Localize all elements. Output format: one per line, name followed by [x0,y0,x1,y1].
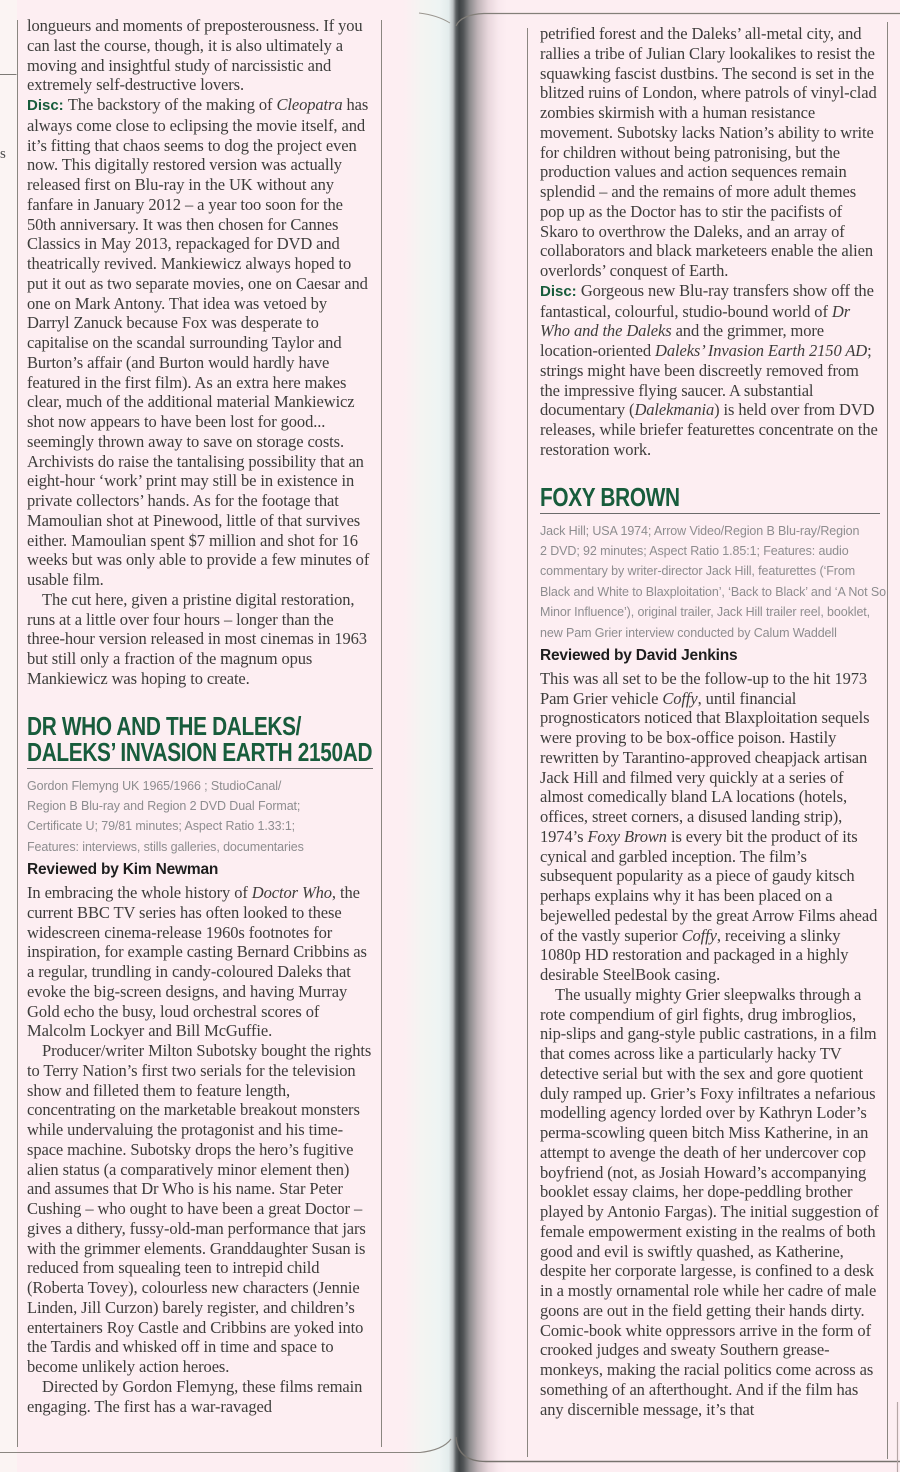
disc-paragraph: Disc: The backstory of the making of Cleopatra has always come close to eclipsing the movie itself, and it’s fitting that chaos seems to dog the project even now. This digitally restored version was actually released first on Blu-ray in the UK without any fanfare in January 2012 – a year too soon for the 50th anniversary. It was then chosen for Cannes Classics in May 2013, repackaged for DVD and theatrically revived. Mankiewicz always hoped to put it out as two separate movies, one on Caesar and one on Mark Antony. That idea was vetoed by Darryl Zanuck because Fox was desperate to capitalise on the scandal surrounding Taylor and Burton’s affair (and Burton would hardly have featured in the first film). As an extra here makes clear, much of the additional material Mankiewicz shot now appears to have been lost for good... seemingly thrown away to save on storage costs. Archivists do raise the tantalising possibility that an eight-hour ‘work’ print may still be in existence in private collectors’ hands. As for the footage that Mamoulian shot at Pinewood, little of that survives either. Mamoulian spent $7 million and shot for 16 weeks but was only able to provide a few minutes of usable film. [27,95,370,589]
paragraph: This was all set to be the follow-up to the hit 1973 Pam Grier vehicle Coffy, until financial prognosticators noticed that Blaxploitation sequels were proving to be box-office poison. Hastily rewritten by Tarantino-approved cheapjack artisan Jack Hill and filmed very quickly at a series of almost comedically bland LA locations (hotels, offices, street corners, a disused landing strip), 1974’s Foxy Brown is every bit the product of its cynical and garbled inception. The film’s subsequent popularity as a piece of gaudy kitsch perhaps explains why it has been placed on a bejewelled pedestal by the great Arrow Films ahead of the vastly superior Coffy, receiving a slinky 1080p HD restoration and packaged in a highly desirable SteelBook casing. [540,668,878,985]
disc-paragraph: Disc: Gorgeous new Blu-ray transfers show off the fantastical, colourful, studio-bound world of Dr Who and the Daleks and the grimmer, more location-oriented Daleks’ Invasion Earth 2150 AD; strings might have been discreetly removed from the impressive flying saucer. A substantial documentary (Dalekmania) is held over from DVD releases, while briefer featurettes concentrate on the restoration work. [540,280,878,459]
paragraph: petrified forest and the Daleks’ all-metal city, and rallies a tribe of Julian Clary lookalikes to resist the squawking fascist dustbins. The second is set in the blitzed ruins of London, where patrols of vinyl-clad zombies skirmish with a human resistance movement. Subotsky lacks Nation’s ability to write for children without being patronising, but the production values and action sequences remain splendid – and the remains of more adult themes pop up as the Doctor has to stir the pacifists of Skaro to overthrow the Daleks, and an array of collaborators and black marketeers enable the alien overlords’ conquest of Earth. [540,24,877,280]
article-title-line-2: DALEKS’ INVASION EARTH 2150AD [27,736,373,767]
release-credits [27,776,373,858]
credits-line: Certificate U; 79/81 minutes; Aspect Ratio 1.33:1; [27,819,296,834]
article-title-line-1: FOXY BROWN [540,481,680,512]
credits-line: Gordon Flemyng UK 1965/1966 ; StudioCanal/ [27,778,282,793]
credits-line: Features: interviews, stills galleries, documentaries [27,839,304,854]
paragraph: longueurs and moments of preposterousness. If you can last the course, though, it is also ultimately a moving and insightful study of narcissistic and extremely self-destructive lovers. [27,16,363,95]
credits-line: Minor Influence’), original trailer, Jack Hill trailer reel, booklet, [540,605,871,620]
credits-line: Black and White to Blaxploitation’, ‘Back to Black’ and ‘A Not So [540,584,886,599]
credits-line: Jack Hill; USA 1974; Arrow Video/Region B Blu-ray/Region [540,523,860,538]
credits-line: commentary by writer-director Jack Hill, featurettes (‘From [540,564,856,579]
article-title [27,710,373,767]
paragraph: Producer/writer Milton Subotsky bought the rights to Terry Nation’s first two serials for the television show and filleted them to feature length, concentrating on the marketable breakout monsters while undervaluing the protagonist and his time-space machine. Subotsky drops the hero’s fugitive alien status (a comparatively minor element then) and assumes that Dr Who is his name. Star Peter Cushing – who ought to have been a great Doctor – gives a dithery, fussy-old-man performance that jars with the grimmer elements. Granddaughter Susan is reduced from squealing teen to intrepid child (Roberta Tovey), colourless new characters (Jennie Linden, Jill Curzon) barely register, and children’s entertainers Roy Castle and Cribbins are yoked into the Tardis and whisked off in time and space to become unlikely action heroes. [27,1041,372,1377]
article-foxy-brown [540,481,886,1420]
title-underline-rule [540,513,880,514]
paragraph: Directed by Gordon Flemyng, these films remain engaging. The first has a war-ravaged [27,1376,363,1416]
left-page-edge-strip [0,0,17,1472]
credits-line: 2 DVD; 92 minutes; Aspect Ratio 1.85:1; Features: audio [540,543,849,558]
credits-line: Region B Blu-ray and Region 2 DVD Dual Format; [27,798,301,813]
paragraph: The cut here, given a pristine digital restoration, runs at a little over four hours – longer than the three-hour version released in most cinemas in 1963 but still only a fraction of the magnum opus Mankiewicz was hoping to create. [27,589,367,688]
credits-line: new Pam Grier interview conducted by Calum Waddell [540,625,837,640]
article-dr-who-and-the-daleks [27,710,373,1417]
left-column [27,16,373,1416]
reviewer-byline: Reviewed by Kim Newman [27,861,219,879]
article-title-line-1: DR WHO AND THE DALEKS/ [27,710,302,741]
reviewer-byline: Reviewed by David Jenkins [540,646,738,664]
article-title [540,481,812,512]
page-gutter-shadow [403,0,507,1472]
release-credits [540,521,886,643]
title-underline-rule [27,768,373,769]
paragraph: In embracing the whole history of Doctor Who, the current BBC TV series has often looked to these widescreen cinema-release 1960s footnotes for inspiration, for example casting Bernard Cribbins as a regular, trundling in candy-coloured Daleks that evoke the big-screen designs, and having Murray Gold echo the busy, loud orchestral scores of Malcolm Lockyer and Bill McGuffie. [27,883,367,1041]
paragraph: The usually mighty Grier sleepwalks through a rote compendium of girl fights, drug imbroglios, nip-slips and gang-style public castrations, in a film that comes across like a particularly hacky TV detective serial but with the sex and gore quotient duly ramped up. Grier’s Foxy infiltrates a nefarious modelling agency lorded over by Kathryn Loder’s perma-scowling queen bitch Miss Katherine, in an attempt to avenge the death of her undercover cop boyfriend (not, as Josiah Howard’s accompanying booklet essay claims, her dope-peddling brother played by Antonio Fargas). The initial suggestion of female empowerment existing in the realms of both good and evil is swiftly quashed, as Katherine, despite her corporate largesse, is confined to a desk in a mostly ornamental role while her cadre of male goons are out in the field getting their hands dirty. Comic-book white oppressors arrive in the form of crooked judges and sweaty Southern grease-monkeys, making the racial politics come across as something of an afterthought. And if the film has any discernible message, it’s that [540,984,879,1419]
right-column [540,24,886,1419]
adjacent-page-cut-text: s [0,146,6,162]
